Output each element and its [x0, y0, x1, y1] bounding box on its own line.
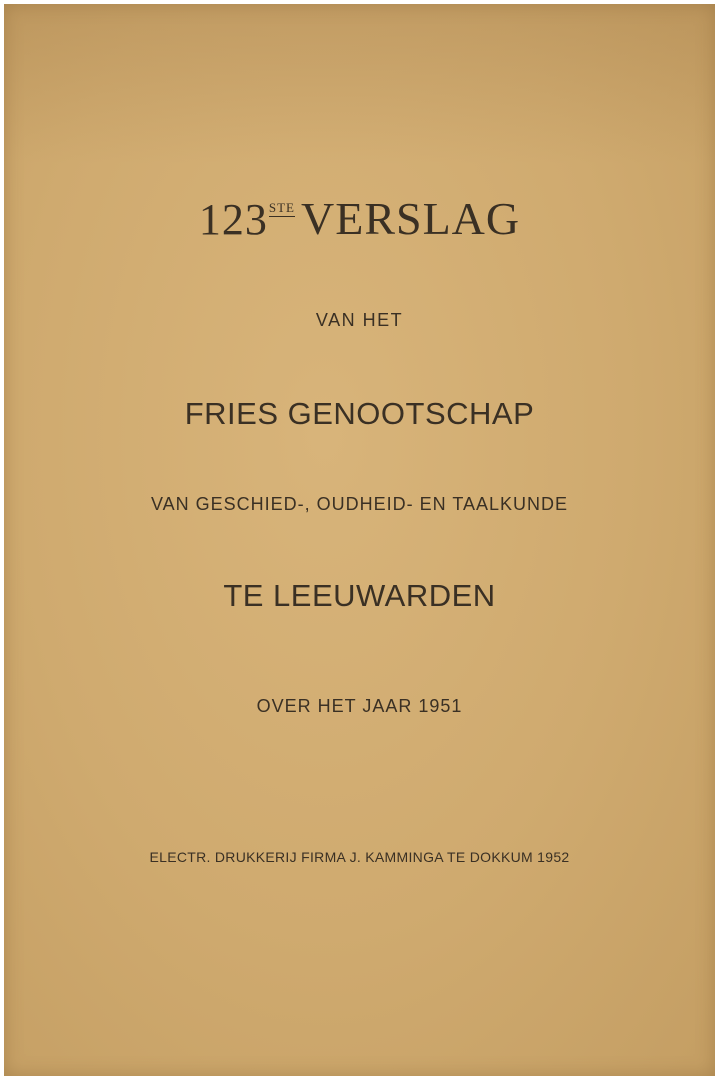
society-name: FRIES GENOOTSCHAP [184, 396, 535, 431]
book-cover [4, 4, 715, 1076]
disciplines-line: VAN GESCHIED-, OUDHEID- EN TAALKUNDE [150, 494, 569, 514]
title-number: 123 [198, 195, 268, 244]
title-word: VERSLAG [301, 193, 521, 244]
van-het-line: VAN HET [315, 310, 404, 330]
city-line: TE LEEUWARDEN [223, 578, 496, 613]
printer-imprint: ELECTR. DRUKKERIJ FIRMA J. KAMMINGA TE DOKKUM 1952 [149, 849, 570, 865]
report-title [4, 192, 715, 245]
year-line: OVER HET JAAR 1951 [256, 696, 463, 716]
title-ordinal: STE [268, 200, 295, 215]
